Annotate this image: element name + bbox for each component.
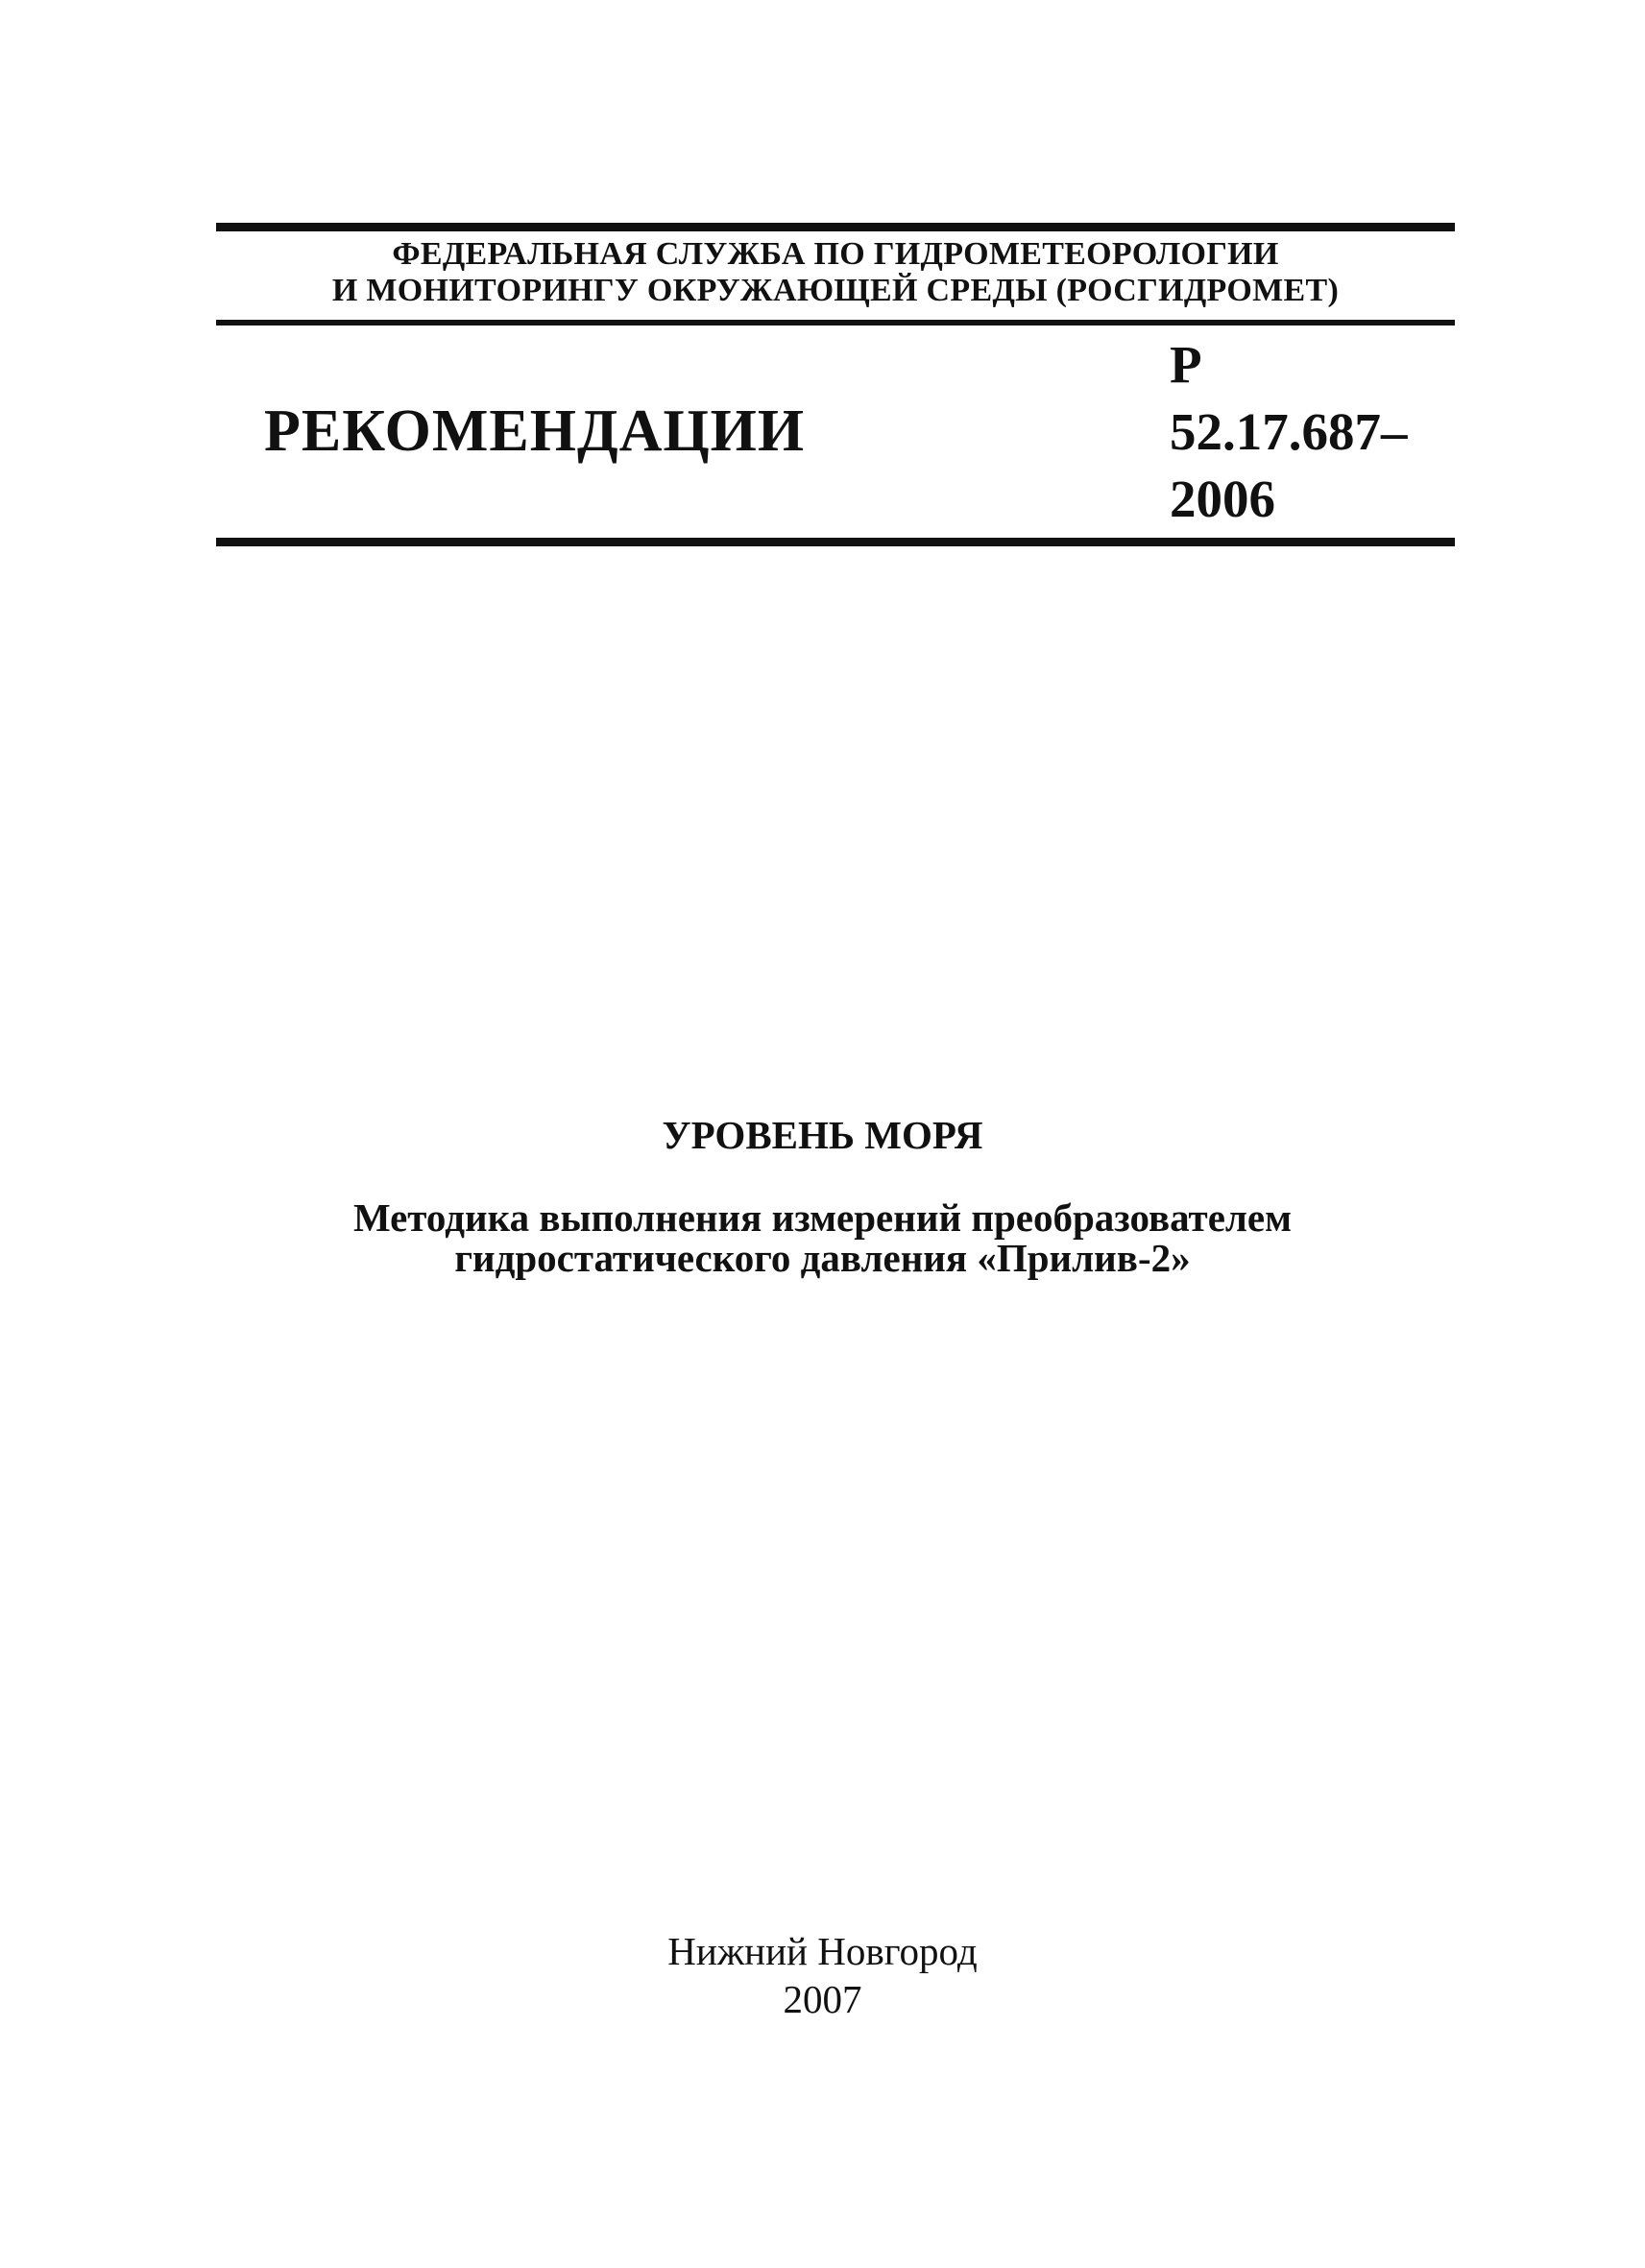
agency-name xyxy=(216,236,1455,309)
document-type-title: РЕКОМЕНДАЦИИ xyxy=(264,398,806,464)
bottom-rule xyxy=(216,538,1455,546)
subtitle-line-1: Методика выполнения измерений преобразователем xyxy=(352,1195,1293,1240)
document-code-year: 2006 xyxy=(1170,470,1275,528)
publication-year: 2007 xyxy=(783,1977,862,2021)
document-code-number: 52.17.687– xyxy=(1170,402,1408,461)
document-code-prefix: Р xyxy=(1170,335,1202,394)
publication-city: Нижний Новгород xyxy=(667,1929,978,1973)
document-subtitle xyxy=(0,1197,1645,1278)
top-rule xyxy=(216,223,1455,231)
middle-rule xyxy=(216,320,1455,326)
publication-place xyxy=(0,1927,1645,2023)
agency-line-1: ФЕДЕРАЛЬНАЯ СЛУЖБА ПО ГИДРОМЕТЕОРОЛОГИИ xyxy=(392,236,1279,272)
subtitle-line-2: гидростатического давления «Прилив-2» xyxy=(454,1236,1191,1280)
document-code xyxy=(1170,331,1458,533)
document-subject: УРОВЕНЬ МОРЯ xyxy=(662,1113,983,1157)
agency-line-2: И МОНИТОРИНГУ ОКРУЖАЮЩЕЙ СРЕДЫ (РОСГИДРОМЕТ) xyxy=(331,273,1340,308)
